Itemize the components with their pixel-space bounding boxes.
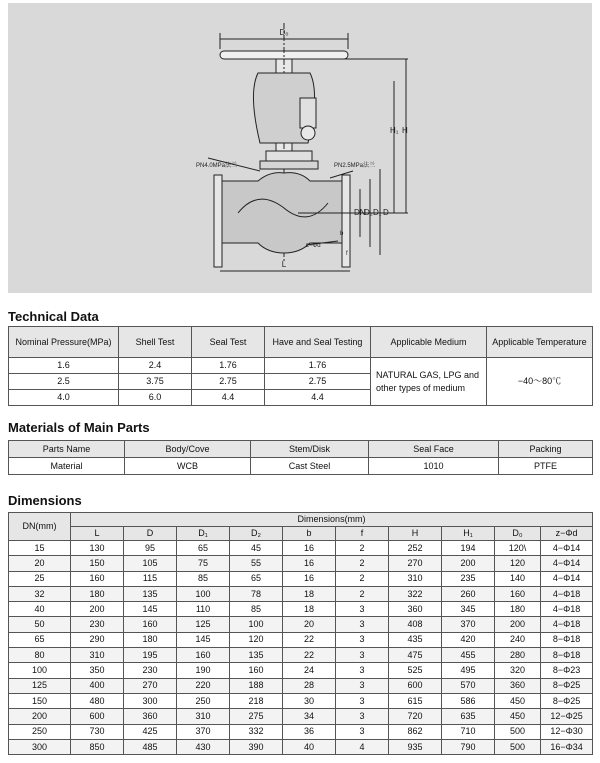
table-row [9, 358, 593, 374]
dimension-cell: 100 [230, 617, 283, 632]
materials-cell: Material [9, 458, 125, 475]
dimension-cell: 195 [124, 648, 177, 663]
dn-cell: 150 [9, 693, 71, 708]
dimension-column-header: b [283, 527, 336, 541]
dimension-cell: 450 [495, 709, 541, 724]
tech-cell: 2.5 [9, 374, 119, 390]
dimension-cell: 495 [442, 663, 495, 678]
dimension-cell: 160 [71, 571, 124, 586]
dimension-cell: 190 [177, 663, 230, 678]
dimension-cell: 18 [283, 586, 336, 601]
dimension-cell: 3 [336, 663, 389, 678]
dimension-cell: 310 [177, 709, 230, 724]
dn-cell: 20 [9, 556, 71, 571]
dn-cell: 50 [9, 617, 71, 632]
dimension-cell: 120\ [495, 541, 541, 556]
dimension-cell: 160 [177, 648, 230, 663]
dimension-cell: 40 [283, 739, 336, 754]
dimension-cell: 350 [71, 663, 124, 678]
dimension-cell: 850 [71, 739, 124, 754]
dimension-cell: 2 [336, 541, 389, 556]
dimension-cell: 160 [230, 663, 283, 678]
tech-cell: 4.4 [192, 390, 265, 406]
dimension-cell: 180 [124, 632, 177, 647]
dimension-cell: 525 [389, 663, 442, 678]
dimension-cell: 180 [495, 602, 541, 617]
dimension-cell: 120 [495, 556, 541, 571]
label-pn40: PN4.0MPa法兰 [196, 163, 238, 169]
label-zd: z−Φd [306, 243, 321, 249]
tech-cell: 1.6 [9, 358, 119, 374]
dimension-cell: 8−Φ25 [541, 693, 593, 708]
dimension-cell: 105 [124, 556, 177, 571]
tech-cell: 1.76 [192, 358, 265, 374]
label-h1: H₁ [390, 126, 399, 135]
table-row [9, 602, 593, 617]
dimension-cell: 360 [389, 602, 442, 617]
dimension-cell: 18 [283, 602, 336, 617]
applicable-medium: NATURAL GAS, LPG and other types of medium [371, 358, 487, 406]
dimension-cell: 135 [124, 586, 177, 601]
dn-cell: 100 [9, 663, 71, 678]
materials-cell: WCB [125, 458, 251, 475]
dimension-column-header: D₂ [230, 527, 283, 541]
table-row [9, 556, 593, 571]
dimension-cell: 2 [336, 586, 389, 601]
applicable-temperature: −40～80℃ [487, 358, 593, 406]
dimension-cell: 100 [177, 586, 230, 601]
dimension-column-header: D₀ [495, 527, 541, 541]
dimension-cell: 3 [336, 632, 389, 647]
dimension-cell: 420 [442, 632, 495, 647]
dimension-cell: 275 [230, 709, 283, 724]
dimension-cell: 145 [177, 632, 230, 647]
dimension-column-header: D₁ [177, 527, 230, 541]
table-row [9, 709, 593, 724]
tech-cell: 3.75 [119, 374, 192, 390]
dimension-cell: 322 [389, 586, 442, 601]
dimension-cell: 16 [283, 556, 336, 571]
dimension-cell: 22 [283, 632, 336, 647]
dimension-cell: 130 [71, 541, 124, 556]
dimension-cell: 790 [442, 739, 495, 754]
dimension-cell: 140 [495, 571, 541, 586]
dimension-cell: 320 [495, 663, 541, 678]
dimension-cell: 95 [124, 541, 177, 556]
dimension-cell: 120 [230, 632, 283, 647]
dimension-column-header: z−Φd [541, 527, 593, 541]
table-row [9, 571, 593, 586]
dimension-cell: 3 [336, 617, 389, 632]
materials-cell: PTFE [499, 458, 593, 475]
dimension-cell: 85 [230, 602, 283, 617]
tech-header: Nominal Pressure(MPa) [9, 327, 119, 358]
dn-cell: 25 [9, 571, 71, 586]
dimension-column-header: H [389, 527, 442, 541]
dimension-cell: 218 [230, 693, 283, 708]
tech-header: Applicable Medium [371, 327, 487, 358]
materials-header: Parts Name [9, 441, 125, 458]
tech-header: Seal Test [192, 327, 265, 358]
dimension-cell: 500 [495, 724, 541, 739]
dn-cell: 250 [9, 724, 71, 739]
dimension-cell: 485 [124, 739, 177, 754]
dimension-cell: 75 [177, 556, 230, 571]
label-b: b [340, 231, 344, 237]
dimension-cell: 45 [230, 541, 283, 556]
dimension-cell: 500 [495, 739, 541, 754]
dn-cell: 40 [9, 602, 71, 617]
dn-cell: 32 [9, 586, 71, 601]
dn-cell: 300 [9, 739, 71, 754]
dimension-cell: 3 [336, 709, 389, 724]
dimension-cell: 345 [442, 602, 495, 617]
dimension-cell: 12−Φ30 [541, 724, 593, 739]
label-d1: D₁ [373, 208, 382, 217]
dimension-cell: 188 [230, 678, 283, 693]
dimension-cell: 8−Φ23 [541, 663, 593, 678]
dimension-cell: 635 [442, 709, 495, 724]
table-row [9, 458, 593, 475]
dimension-column-header: D [124, 527, 177, 541]
dimension-cell: 3 [336, 693, 389, 708]
dimension-cell: 360 [495, 678, 541, 693]
dimension-cell: 600 [389, 678, 442, 693]
dimension-cell: 600 [71, 709, 124, 724]
dimension-cell: 85 [177, 571, 230, 586]
table-row [9, 617, 593, 632]
dn-cell: 15 [9, 541, 71, 556]
dimension-cell: 270 [124, 678, 177, 693]
table-row [9, 648, 593, 663]
dimension-cell: 4−Φ14 [541, 541, 593, 556]
dimension-cell: 615 [389, 693, 442, 708]
materials-cell: 1010 [369, 458, 499, 475]
dimension-cell: 240 [495, 632, 541, 647]
materials-header: Stem/Disk [251, 441, 369, 458]
dimension-cell: 435 [389, 632, 442, 647]
label-dn: DN [354, 208, 366, 217]
dimension-cell: 430 [177, 739, 230, 754]
dimension-cell: 20 [283, 617, 336, 632]
materials-cell: Cast Steel [251, 458, 369, 475]
dimension-cell: 24 [283, 663, 336, 678]
dimension-cell: 135 [230, 648, 283, 663]
dimension-cell: 200 [442, 556, 495, 571]
dimension-cell: 110 [177, 602, 230, 617]
dimension-cell: 586 [442, 693, 495, 708]
table-row [9, 739, 593, 754]
dimension-cell: 8−Φ25 [541, 678, 593, 693]
dimension-cell: 22 [283, 648, 336, 663]
table-row [9, 632, 593, 647]
table-row [9, 678, 593, 693]
dimension-cell: 425 [124, 724, 177, 739]
dimension-cell: 150 [71, 556, 124, 571]
materials-header: Body/Cove [125, 441, 251, 458]
dimension-cell: 34 [283, 709, 336, 724]
tech-cell: 2.4 [119, 358, 192, 374]
dimension-cell: 455 [442, 648, 495, 663]
materials-header: Packing [499, 441, 593, 458]
dimension-cell: 2 [336, 571, 389, 586]
tech-cell: 4.0 [9, 390, 119, 406]
dimension-cell: 65 [177, 541, 230, 556]
table-row [9, 693, 593, 708]
dimension-cell: 4 [336, 739, 389, 754]
dimension-cell: 4−Φ14 [541, 571, 593, 586]
dimension-cell: 230 [71, 617, 124, 632]
dimension-cell: 8−Φ18 [541, 632, 593, 647]
table-row [9, 541, 593, 556]
tech-cell: 1.76 [265, 358, 371, 374]
materials-table [8, 440, 593, 475]
dimension-cell: 4−Φ18 [541, 586, 593, 601]
dimension-cell: 300 [124, 693, 177, 708]
dimension-cell: 235 [442, 571, 495, 586]
dn-cell: 65 [9, 632, 71, 647]
dimension-cell: 260 [442, 586, 495, 601]
dimension-cell: 8−Φ18 [541, 648, 593, 663]
label-d: D [383, 208, 389, 217]
dimension-cell: 16 [283, 571, 336, 586]
dimension-cell: 4−Φ14 [541, 556, 593, 571]
tech-cell: 4.4 [265, 390, 371, 406]
dimension-cell: 3 [336, 724, 389, 739]
dimension-cell: 16−Φ34 [541, 739, 593, 754]
technical-table [8, 326, 593, 406]
dimension-cell: 360 [124, 709, 177, 724]
table-row [9, 724, 593, 739]
dimension-cell: 16 [283, 541, 336, 556]
dimension-column-header: L [71, 527, 124, 541]
dimension-cell: 115 [124, 571, 177, 586]
dimension-cell: 310 [71, 648, 124, 663]
tech-header: Applicable Temperature [487, 327, 593, 358]
dimension-cell: 400 [71, 678, 124, 693]
label-d0: D₀ [279, 28, 289, 37]
dimension-cell: 290 [71, 632, 124, 647]
dn-header: DN(mm) [9, 513, 71, 541]
dimension-cell: 3 [336, 648, 389, 663]
dimension-cell: 160 [495, 586, 541, 601]
dimension-cell: 450 [495, 693, 541, 708]
dimension-cell: 65 [230, 571, 283, 586]
dimension-cell: 475 [389, 648, 442, 663]
dimension-cell: 200 [495, 617, 541, 632]
dimension-cell: 12−Φ25 [541, 709, 593, 724]
materials-title: Materials of Main Parts [8, 420, 150, 435]
dimension-cell: 280 [495, 648, 541, 663]
dimension-cell: 408 [389, 617, 442, 632]
dimension-cell: 160 [124, 617, 177, 632]
dimension-cell: 390 [230, 739, 283, 754]
technical-title: Technical Data [8, 309, 99, 324]
dimension-cell: 220 [177, 678, 230, 693]
dimension-cell: 180 [71, 586, 124, 601]
tech-header: Shell Test [119, 327, 192, 358]
dimension-cell: 570 [442, 678, 495, 693]
dn-cell: 200 [9, 709, 71, 724]
dimension-cell: 125 [177, 617, 230, 632]
dimensions-title: Dimensions [8, 493, 82, 508]
dimension-cell: 194 [442, 541, 495, 556]
dimensions-table [8, 512, 593, 755]
tech-cell: 2.75 [265, 374, 371, 390]
dimension-cell: 4−Φ18 [541, 602, 593, 617]
dimension-cell: 270 [389, 556, 442, 571]
tech-cell: 2.75 [192, 374, 265, 390]
dn-cell: 80 [9, 648, 71, 663]
dimension-cell: 145 [124, 602, 177, 617]
dimension-cell: 310 [389, 571, 442, 586]
dimension-cell: 2 [336, 556, 389, 571]
label-l: L [281, 260, 287, 269]
dimension-cell: 4−Φ18 [541, 617, 593, 632]
dimension-cell: 3 [336, 678, 389, 693]
label-f: f [346, 251, 348, 257]
valve-drawing [8, 3, 592, 293]
dimension-cell: 710 [442, 724, 495, 739]
dimension-cell: 28 [283, 678, 336, 693]
dimension-cell: 332 [230, 724, 283, 739]
materials-header: Seal Face [369, 441, 499, 458]
dimensions-group-header: Dimensions(mm) [71, 513, 593, 527]
dimension-cell: 78 [230, 586, 283, 601]
dimension-cell: 720 [389, 709, 442, 724]
dimension-column-header: H₁ [442, 527, 495, 541]
dimension-cell: 862 [389, 724, 442, 739]
table-row [9, 663, 593, 678]
dimension-cell: 935 [389, 739, 442, 754]
label-h: H [402, 126, 408, 135]
dn-cell: 125 [9, 678, 71, 693]
table-row [9, 586, 593, 601]
dimension-cell: 200 [71, 602, 124, 617]
dimension-cell: 55 [230, 556, 283, 571]
dimension-cell: 480 [71, 693, 124, 708]
tech-header: Have and Seal Testing [265, 327, 371, 358]
dimension-cell: 30 [283, 693, 336, 708]
dimension-cell: 3 [336, 602, 389, 617]
dimension-cell: 36 [283, 724, 336, 739]
dimension-cell: 250 [177, 693, 230, 708]
label-d2: D₂ [364, 208, 373, 217]
tech-cell: 6.0 [119, 390, 192, 406]
dimension-cell: 230 [124, 663, 177, 678]
dimension-cell: 730 [71, 724, 124, 739]
dimension-cell: 370 [442, 617, 495, 632]
label-pn25: PN2.5MPa法兰 [334, 163, 376, 169]
dimension-cell: 370 [177, 724, 230, 739]
dimension-column-header: f [336, 527, 389, 541]
dimension-cell: 252 [389, 541, 442, 556]
